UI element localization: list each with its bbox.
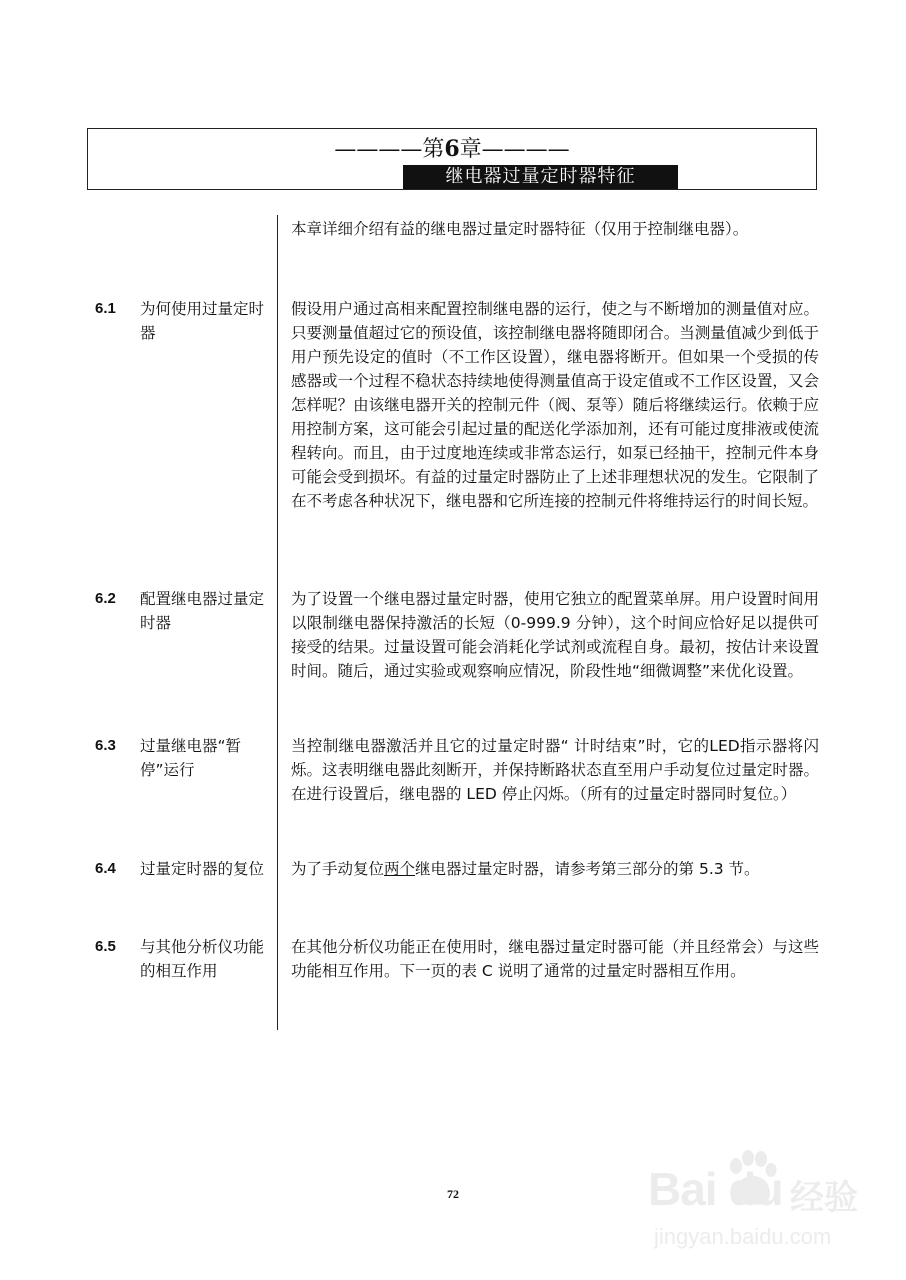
section-number: 6.3: [95, 737, 116, 754]
baidu-watermark: [640, 1150, 895, 1260]
section-body: 当控制继电器激活并且它的过量定时器“ 计时结束”时，它的LED指示器将闪烁。这表明继电器此刻断开，并保持断路状态直至用户手动复位过量定时器。在进行设置后，继电器的 LED 停止闪烁。（所有的过量定时器同时复位。）: [291, 737, 819, 803]
section-number: 6.5: [95, 938, 116, 955]
section-body: [291, 857, 819, 881]
chapter-line-prefix: ————第: [334, 137, 445, 162]
page-number: 72: [447, 1187, 459, 1201]
paw-icon: [726, 1150, 778, 1210]
chapter-header: [87, 128, 817, 190]
watermark-brand: 经验: [790, 1178, 858, 1218]
section-title: 过量定时器的复位: [140, 860, 265, 878]
section-body: 假设用户通过高相来配置控制继电器的运行，使之与不断增加的测量值对应。只要测量值超过它的预设值，该控制继电器将随即闭合。当测量值减少到低于用户预先设定的值时（不工作区设置），继电器将断开。但如果一个受损的传感器或一个过程不稳状态持续地使得测量值高于设定值或不工作区设置，又会怎样呢？由该继电器开关的控制元件（阀、泵等）随后将继续运行。依赖于应用控制方案，这可能会引起过量的配送化学添加剂，还有可能过度排液或使流程转向。而且，由于过度地连续或非常态运行，如泵已经抽干，控制元件本身可能会受到损坏。有益的过量定时器防止了上述非理想状况的发生。它限制了在不考虑各种状况下，继电器和它所连接的控制元件将维持运行的时间长短。: [291, 300, 819, 510]
section-title: 为何使用过量定时器: [140, 300, 265, 342]
section-body: 为了设置一个继电器过量定时器，使用它独立的配置菜单屏。用户设置时间用以限制继电器保持激活的长短（0-999.9 分钟），这个时间应恰好足以提供可接受的结果。过量设置可能会消耗化学试剂或流程自身。最初，按估计来设置时间。随后，通过实验或观察响应情况，阶段性地“细微调整”来优化设置。: [291, 590, 819, 680]
section-body: 在其他分析仪功能正在使用时，继电器过量定时器可能（并且经常会）与这些功能相互作用。下一页的表 C 说明了通常的过量定时器相互作用。: [291, 938, 819, 980]
chapter-number-line: [88, 135, 816, 164]
watermark-url: jingyan.baidu.com: [654, 1224, 832, 1249]
section-title: 过量继电器“暂停”运行: [140, 737, 242, 779]
section-number: 6.1: [95, 300, 116, 317]
chapter-title: 继电器过量定时器特征: [403, 165, 678, 189]
section-number: 6.2: [95, 590, 116, 607]
watermark-logo: Bai du: [648, 1163, 783, 1215]
section-body-underlined: 两个: [384, 860, 416, 878]
intro-paragraph: 本章详细介绍有益的继电器过量定时器特征（仅用于控制继电器）。: [291, 220, 749, 238]
section-title: 配置继电器过量定时器: [140, 590, 265, 632]
section-body-part: 继电器过量定时器，请参考第三部分的第 5.3 节。: [415, 860, 760, 878]
chapter-line-suffix: 章————: [459, 137, 570, 162]
chapter-number: 6: [444, 136, 460, 162]
section-number: 6.4: [95, 860, 116, 877]
section-body-part: 为了手动复位: [291, 860, 385, 878]
section-title: 与其他分析仪功能的相互作用: [140, 938, 265, 980]
column-divider: [277, 215, 278, 1030]
